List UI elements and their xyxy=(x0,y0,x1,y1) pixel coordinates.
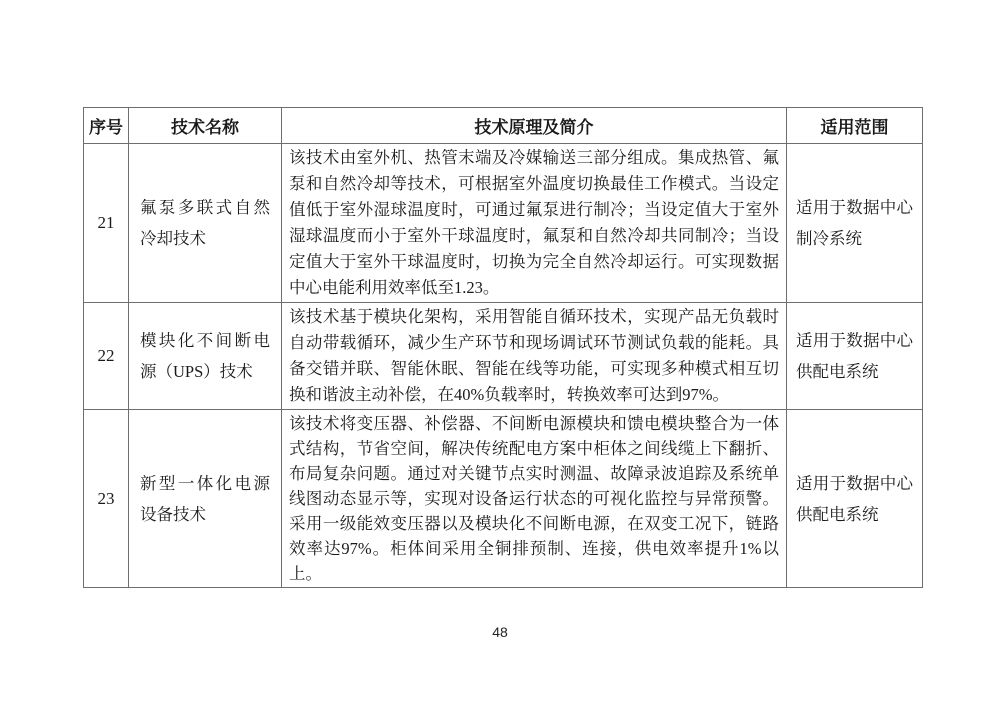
tech-scope: 适用于数据中心供配电系统 xyxy=(787,303,923,410)
row-number: 21 xyxy=(84,144,129,303)
column-header-principle: 技术原理及简介 xyxy=(282,108,787,144)
row-number: 22 xyxy=(84,303,129,410)
column-header-scope: 适用范围 xyxy=(787,108,923,144)
page-number: 48 xyxy=(492,624,508,640)
tech-scope: 适用于数据中心供配电系统 xyxy=(787,410,923,588)
table-row xyxy=(84,144,923,303)
tech-name: 新型一体化电源设备技术 xyxy=(129,410,282,588)
tech-description: 该技术基于模块化架构，采用智能自循环技术，实现产品无负载时自动带载循环，减少生产环节和现场调试环节测试负载的能耗。具备交错并联、智能休眠、智能在线等功能，可实现多种模式相互切换和谐波主动补偿，在40%负载率时，转换效率可达到97%。 xyxy=(282,303,787,410)
tech-description: 该技术将变压器、补偿器、不间断电源模块和馈电模块整合为一体式结构，节省空间，解决传统配电方案中柜体之间线缆上下翻折、布局复杂问题。通过对关键节点实时测温、故障录波追踪及系统单线图动态显示等，实现对设备运行状态的可视化监控与异常预警。采用一级能效变压器以及模块化不间断电源，在双变工况下，链路效率达97%。柜体间采用全铜排预制、连接，供电效率提升1%以上。 xyxy=(282,410,787,588)
table-row xyxy=(84,410,923,588)
tech-name: 模块化不间断电源（UPS）技术 xyxy=(129,303,282,410)
column-header-index: 序号 xyxy=(84,108,129,144)
column-header-tech-name: 技术名称 xyxy=(129,108,282,144)
technology-table xyxy=(83,107,923,588)
tech-name: 氟泵多联式自然冷却技术 xyxy=(129,144,282,303)
tech-description: 该技术由室外机、热管末端及冷媒输送三部分组成。集成热管、氟泵和自然冷却等技术，可根据室外温度切换最佳工作模式。当设定值低于室外湿球温度时，可通过氟泵进行制冷；当设定值大于室外湿球温度而小于室外干球温度时，氟泵和自然冷却共同制冷；当设定值大于室外干球温度时，切换为完全自然冷却运行。可实现数据中心电能利用效率低至1.23。 xyxy=(282,144,787,303)
row-number: 23 xyxy=(84,410,129,588)
table-header-row xyxy=(84,108,923,144)
tech-scope: 适用于数据中心制冷系统 xyxy=(787,144,923,303)
table-row xyxy=(84,303,923,410)
